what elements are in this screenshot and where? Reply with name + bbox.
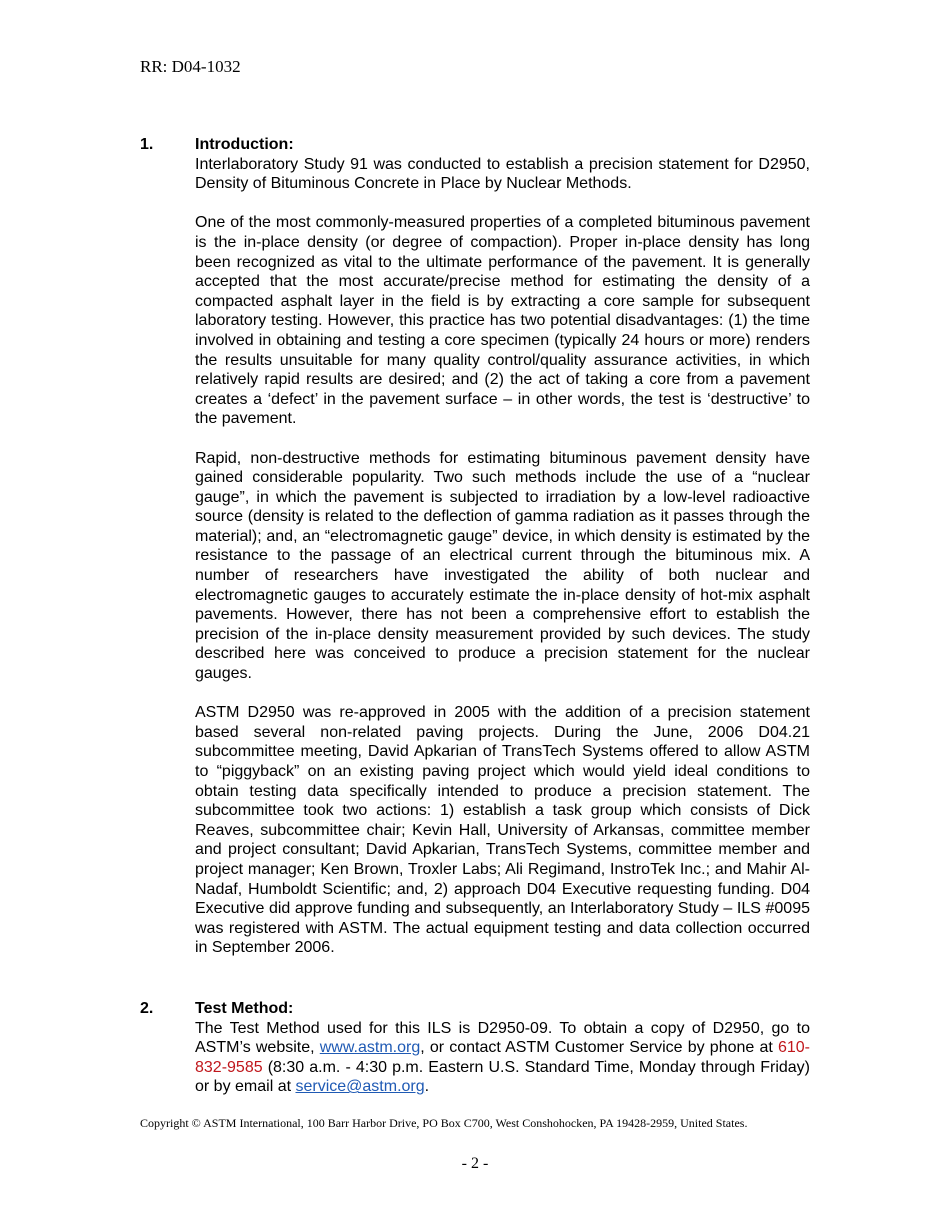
intro-paragraph-4: ASTM D2950 was re-approved in 2005 with the addition of a precision statement based several non-related paving projects. During the June, 2006 D04.21 subcommittee meeting, David Apkarian of TransTech Systems offered to allow ASTM to “piggyback” on an existing paving project which would yield ideal conditions to obtain testing data specifically intended to produce a precision statement. The subcommittee took two actions: 1) establish a task group which consists of Dick Reaves, subcommittee chair; Kevin Hall, University of Arkansas, committee member and project consultant; David Apkarian, TransTech Systems, committee member and project manager; Ken Brown, Troxler Labs; Ali Regimand, InstroTek Inc.; and Mahir Al-Nadaf, Humboldt Scientific; and, 2) approach D04 Executive requesting funding. D04 Executive did approve funding and subsequently, an Interlaboratory Study – ILS #0095 was registered with ASTM. The actual equipment testing and data collection occurred in September 2006. [195, 704, 810, 957]
page-number: - 2 - [461, 1155, 489, 1172]
test-method-text-1: The Test Method used for this ILS is D2950-09. To obtain a copy of D2950, go to ASTM’s website, [195, 1019, 810, 1057]
section-introduction [195, 135, 810, 958]
test-method-paragraph [195, 1019, 810, 1097]
section-number-1: 1. [140, 136, 154, 153]
intro-paragraph-3: Rapid, non-destructive methods for estimating bituminous pavement density have gained considerable popularity. Two such methods include the use of a “nuclear gauge”, in which the pavement is subjected to irradiation by a low-level radioactive source (density is related to the deflection of gamma radiation as it passes through the material); and, an “electromagnetic gauge” device, in which density is estimated by the resistance to the passage of an electrical current through the bituminous mix. A number of researchers have investigated the ability of both nuclear and electromagnetic gauges to accurately estimate the in-place density of hot-mix asphalt pavements. However, there has not been a comprehensive effort to establish the precision of the in-place density measurement provided by such devices. The study described here was conceived to produce a precision statement for the nuclear gauges. [195, 449, 810, 683]
copyright-notice: Copyright © ASTM International, 100 Barr Harbor Drive, PO Box C700, West Conshohocken, PA 19428-2959, United States. [140, 1116, 748, 1130]
test-method-text-3: (8:30 a.m. - 4:30 p.m. Eastern U.S. Standard Time, Monday through Friday) or by email at [195, 1058, 810, 1096]
service-email-link[interactable]: service@astm.org [295, 1078, 425, 1096]
intro-paragraph-1: Interlaboratory Study 91 was conducted to establish a precision statement for D2950, Density of Bituminous Concrete in Place by Nuclear Methods. [195, 155, 810, 193]
section-test-method [195, 999, 810, 1097]
astm-website-link[interactable]: www.astm.org [319, 1039, 421, 1057]
section-title-introduction: Introduction: [195, 136, 294, 153]
test-method-text-2: , or contact ASTM Customer Service by phone at [420, 1039, 778, 1057]
customer-service-phone[interactable]: 610-832-9585 [195, 1039, 811, 1076]
test-method-text-4: . [424, 1078, 430, 1096]
report-id: RR: D04-1032 [140, 57, 241, 76]
section-number-2: 2. [140, 1000, 154, 1017]
intro-paragraph-2: One of the most commonly-measured properties of a completed bituminous pavement is the in-place density (or degree of compaction). Proper in-place density has long been recognized as vital to the ultimate performance of the pavement. It is generally accepted that the most accurate/precise method for estimating the density of a compacted asphalt layer in the field is by extracting a core sample for subsequent laboratory testing. However, this practice has two potential disadvantages: (1) the time involved in obtaining and testing a core specimen (typically 24 hours or more) renders the results unsuitable for many quality control/quality assurance activities, in which relatively rapid results are desired; and (2) the act of taking a core from a pavement creates a ‘defect’ in the pavement surface – in other words, the test is ‘destructive’ to the pavement. [195, 214, 810, 428]
section-title-test-method: Test Method: [195, 1000, 294, 1017]
